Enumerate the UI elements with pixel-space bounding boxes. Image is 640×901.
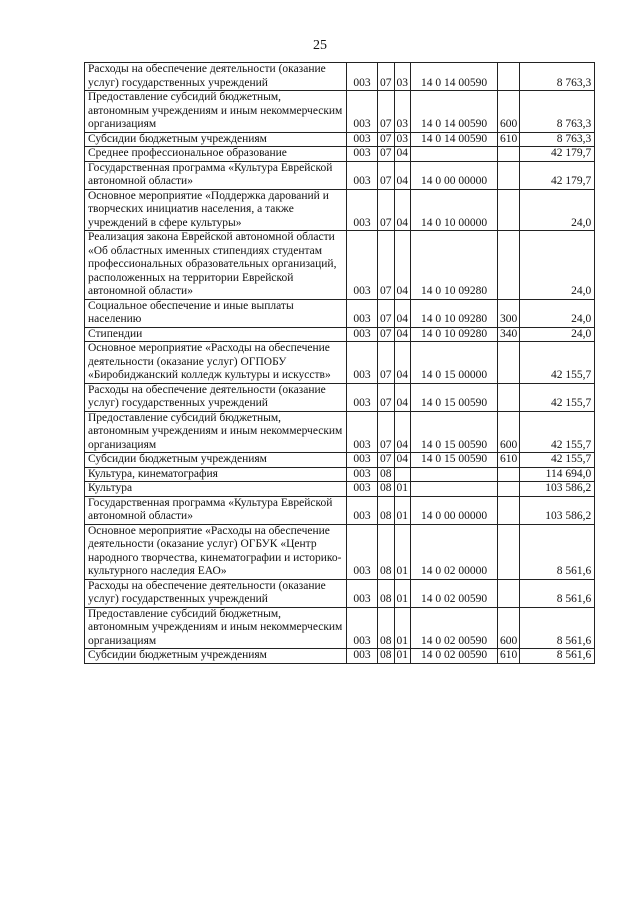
row-target-item: 14 0 00 00000 — [411, 161, 498, 189]
row-name: Основное мероприятие «Расходы на обеспечение деятельности (оказание услуг) ОГПОБУ «Биробиджанский колледж культуры и искусств» — [85, 342, 347, 384]
row-amount: 8 561,6 — [520, 607, 595, 649]
row-amount: 8 561,6 — [520, 579, 595, 607]
row-target-item: 14 0 14 00590 — [411, 91, 498, 133]
row-target-item: 14 0 10 09280 — [411, 299, 498, 327]
row-expense-type — [498, 231, 520, 300]
row-expense-type — [498, 482, 520, 497]
row-target-item: 14 0 10 09280 — [411, 231, 498, 300]
row-target-item: 14 0 15 00000 — [411, 342, 498, 384]
row-subsection-code: 04 — [394, 342, 411, 384]
row-section-code: 07 — [378, 299, 395, 327]
row-target-item: 14 0 02 00590 — [411, 649, 498, 664]
table-row — [85, 231, 595, 300]
row-subsection-code: 04 — [394, 189, 411, 231]
row-name: Социальное обеспечение и иные выплаты населению — [85, 299, 347, 327]
row-section-code: 08 — [378, 496, 395, 524]
row-amount: 24,0 — [520, 189, 595, 231]
row-amount: 42 179,7 — [520, 147, 595, 162]
row-expense-type: 610 — [498, 132, 520, 147]
row-name: Субсидии бюджетным учреждениям — [85, 453, 347, 468]
row-section-code: 08 — [378, 607, 395, 649]
row-expense-type: 600 — [498, 607, 520, 649]
row-subsection-code: 04 — [394, 383, 411, 411]
row-subsection-code: 01 — [394, 579, 411, 607]
table-row — [85, 579, 595, 607]
row-expense-type — [498, 147, 520, 162]
table-row — [85, 467, 595, 482]
row-expense-type — [498, 342, 520, 384]
row-admin-code: 003 — [347, 579, 378, 607]
row-section-code: 07 — [378, 342, 395, 384]
row-expense-type — [498, 383, 520, 411]
table-row — [85, 496, 595, 524]
row-target-item: 14 0 15 00590 — [411, 383, 498, 411]
row-amount: 103 586,2 — [520, 482, 595, 497]
row-expense-type: 600 — [498, 91, 520, 133]
row-expense-type: 300 — [498, 299, 520, 327]
row-section-code: 08 — [378, 467, 395, 482]
row-amount: 8 763,3 — [520, 132, 595, 147]
row-name: Субсидии бюджетным учреждениям — [85, 132, 347, 147]
row-amount: 42 155,7 — [520, 453, 595, 468]
table-row — [85, 63, 595, 91]
row-subsection-code: 03 — [394, 91, 411, 133]
row-section-code: 07 — [378, 383, 395, 411]
row-admin-code: 003 — [347, 467, 378, 482]
row-admin-code: 003 — [347, 91, 378, 133]
row-admin-code: 003 — [347, 63, 378, 91]
row-expense-type: 610 — [498, 649, 520, 664]
row-name: Расходы на обеспечение деятельности (оказание услуг) государственных учреждений — [85, 579, 347, 607]
row-expense-type — [498, 189, 520, 231]
row-admin-code: 003 — [347, 411, 378, 453]
row-name: Государственная программа «Культура Еврейской автономной области» — [85, 161, 347, 189]
row-name: Стипендии — [85, 327, 347, 342]
row-subsection-code: 04 — [394, 231, 411, 300]
row-section-code: 07 — [378, 231, 395, 300]
row-name: Основное мероприятие «Поддержка дарований и творческих инициатив населения, а также учреждений в сфере культуры» — [85, 189, 347, 231]
row-amount: 42 155,7 — [520, 411, 595, 453]
row-section-code: 07 — [378, 453, 395, 468]
row-section-code: 07 — [378, 132, 395, 147]
row-amount: 8 561,6 — [520, 524, 595, 579]
row-name: Предоставление субсидий бюджетным, автономным учреждениям и иным некоммерческим организациям — [85, 607, 347, 649]
row-target-item — [411, 482, 498, 497]
table-row — [85, 342, 595, 384]
row-section-code: 07 — [378, 147, 395, 162]
row-target-item: 14 0 02 00000 — [411, 524, 498, 579]
row-expense-type — [498, 467, 520, 482]
row-target-item: 14 0 15 00590 — [411, 411, 498, 453]
row-name: Культура — [85, 482, 347, 497]
row-subsection-code: 04 — [394, 299, 411, 327]
table-row — [85, 161, 595, 189]
row-expense-type — [498, 579, 520, 607]
row-amount: 24,0 — [520, 231, 595, 300]
budget-table — [84, 62, 595, 664]
row-admin-code: 003 — [347, 299, 378, 327]
table-row — [85, 482, 595, 497]
row-section-code: 07 — [378, 91, 395, 133]
row-subsection-code: 01 — [394, 482, 411, 497]
row-section-code: 08 — [378, 649, 395, 664]
row-subsection-code: 04 — [394, 161, 411, 189]
row-admin-code: 003 — [347, 453, 378, 468]
row-amount: 8 763,3 — [520, 63, 595, 91]
row-amount: 8 763,3 — [520, 91, 595, 133]
row-admin-code: 003 — [347, 161, 378, 189]
row-name: Реализация закона Еврейской автономной области «Об областных именных стипендиях студентам профессиональных образовательных организаций, расположенных на территории Еврейской автономной области» — [85, 231, 347, 300]
row-expense-type: 610 — [498, 453, 520, 468]
row-amount: 42 155,7 — [520, 342, 595, 384]
row-expense-type: 600 — [498, 411, 520, 453]
row-target-item: 14 0 02 00590 — [411, 579, 498, 607]
row-section-code: 07 — [378, 161, 395, 189]
row-name: Среднее профессиональное образование — [85, 147, 347, 162]
row-subsection-code: 04 — [394, 327, 411, 342]
row-subsection-code: 01 — [394, 524, 411, 579]
row-target-item: 14 0 15 00590 — [411, 453, 498, 468]
row-expense-type — [498, 63, 520, 91]
row-admin-code: 003 — [347, 327, 378, 342]
row-target-item: 14 0 10 09280 — [411, 327, 498, 342]
row-amount: 42 179,7 — [520, 161, 595, 189]
row-admin-code: 003 — [347, 383, 378, 411]
row-section-code: 07 — [378, 327, 395, 342]
table-row — [85, 299, 595, 327]
row-admin-code: 003 — [347, 147, 378, 162]
row-section-code: 07 — [378, 63, 395, 91]
row-subsection-code: 01 — [394, 607, 411, 649]
row-admin-code: 003 — [347, 231, 378, 300]
row-section-code: 07 — [378, 189, 395, 231]
row-section-code: 08 — [378, 482, 395, 497]
row-subsection-code: 03 — [394, 132, 411, 147]
row-name: Предоставление субсидий бюджетным, автономным учреждениям и иным некоммерческим организациям — [85, 91, 347, 133]
table-row — [85, 649, 595, 664]
table-row — [85, 607, 595, 649]
row-name: Расходы на обеспечение деятельности (оказание услуг) государственных учреждений — [85, 63, 347, 91]
row-name: Субсидии бюджетным учреждениям — [85, 649, 347, 664]
row-amount: 114 694,0 — [520, 467, 595, 482]
row-admin-code: 003 — [347, 607, 378, 649]
row-target-item: 14 0 10 00000 — [411, 189, 498, 231]
table-row — [85, 132, 595, 147]
row-subsection-code: 01 — [394, 496, 411, 524]
row-admin-code: 003 — [347, 189, 378, 231]
table-row — [85, 383, 595, 411]
row-subsection-code: 04 — [394, 453, 411, 468]
row-target-item: 14 0 14 00590 — [411, 63, 498, 91]
row-subsection-code: 01 — [394, 649, 411, 664]
row-section-code: 08 — [378, 524, 395, 579]
row-target-item — [411, 467, 498, 482]
page-number: 25 — [313, 38, 327, 53]
table-row — [85, 189, 595, 231]
row-name: Государственная программа «Культура Еврейской автономной области» — [85, 496, 347, 524]
row-expense-type — [498, 524, 520, 579]
row-admin-code: 003 — [347, 482, 378, 497]
row-amount: 24,0 — [520, 327, 595, 342]
table-row — [85, 411, 595, 453]
row-amount: 103 586,2 — [520, 496, 595, 524]
row-admin-code: 003 — [347, 524, 378, 579]
row-admin-code: 003 — [347, 342, 378, 384]
table-row — [85, 147, 595, 162]
row-name: Расходы на обеспечение деятельности (оказание услуг) государственных учреждений — [85, 383, 347, 411]
row-name: Основное мероприятие «Расходы на обеспечение деятельности (оказание услуг) ОГБУК «Центр народного творчества, кинематографии и историко-культурного наследия ЕАО» — [85, 524, 347, 579]
row-expense-type: 340 — [498, 327, 520, 342]
row-amount: 8 561,6 — [520, 649, 595, 664]
row-subsection-code — [394, 467, 411, 482]
row-amount: 42 155,7 — [520, 383, 595, 411]
table-row — [85, 524, 595, 579]
row-admin-code: 003 — [347, 496, 378, 524]
row-target-item: 14 0 00 00000 — [411, 496, 498, 524]
row-section-code: 07 — [378, 411, 395, 453]
row-expense-type — [498, 496, 520, 524]
row-name: Культура, кинематография — [85, 467, 347, 482]
row-admin-code: 003 — [347, 649, 378, 664]
row-amount: 24,0 — [520, 299, 595, 327]
table-row — [85, 453, 595, 468]
row-subsection-code: 03 — [394, 63, 411, 91]
row-target-item: 14 0 14 00590 — [411, 132, 498, 147]
row-subsection-code: 04 — [394, 411, 411, 453]
row-name: Предоставление субсидий бюджетным, автономным учреждениям и иным некоммерческим организациям — [85, 411, 347, 453]
row-target-item: 14 0 02 00590 — [411, 607, 498, 649]
row-admin-code: 003 — [347, 132, 378, 147]
row-expense-type — [498, 161, 520, 189]
row-target-item — [411, 147, 498, 162]
table-row — [85, 327, 595, 342]
row-subsection-code: 04 — [394, 147, 411, 162]
table-row — [85, 91, 595, 133]
row-section-code: 08 — [378, 579, 395, 607]
